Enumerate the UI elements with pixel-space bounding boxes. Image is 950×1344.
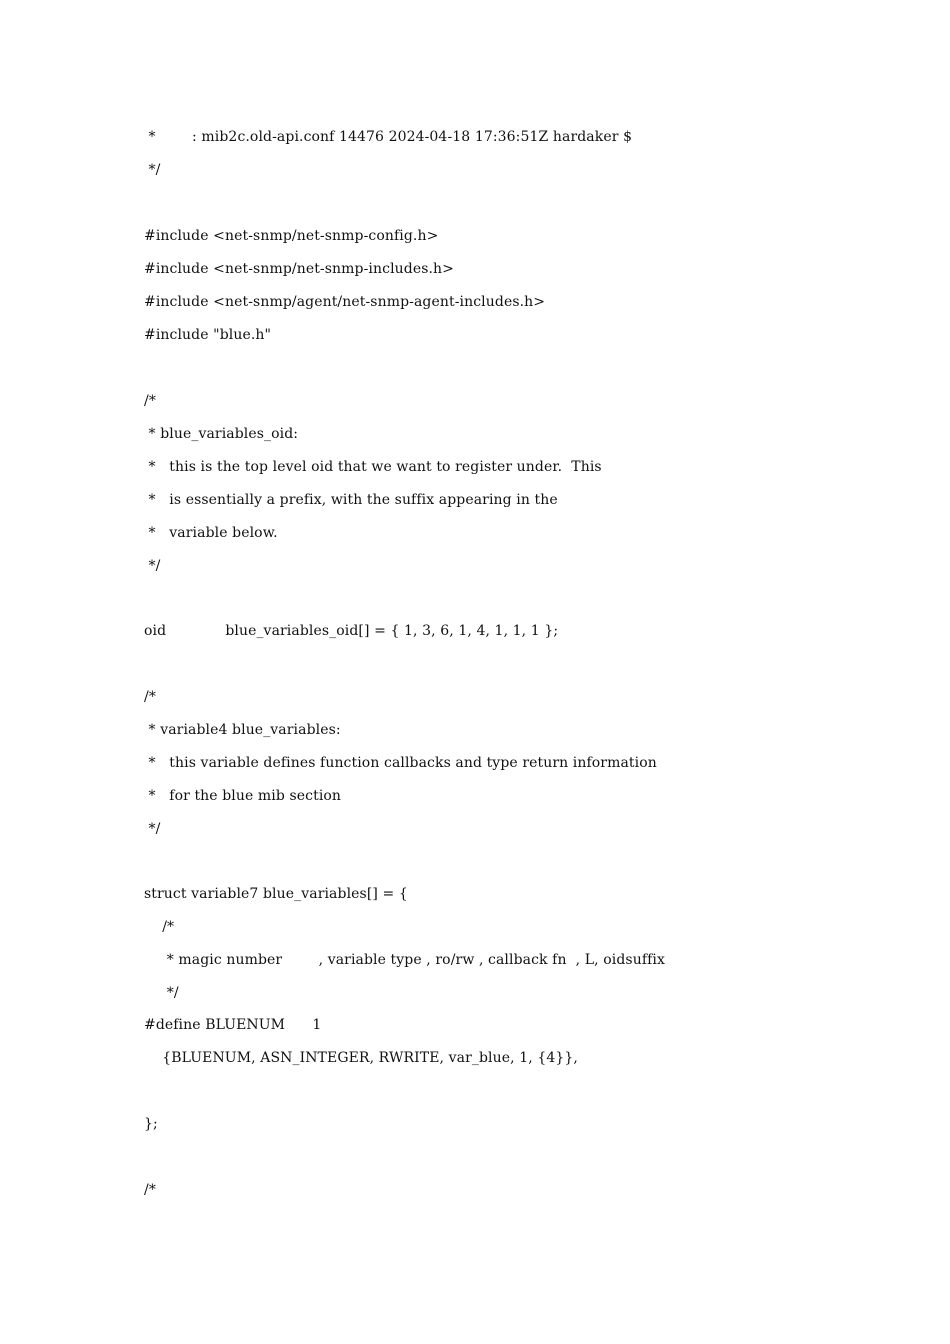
code-line: /*: [144, 1182, 156, 1198]
code-line: * blue_variables_oid:: [144, 426, 299, 442]
code-line: * : mib2c.old-api.conf 14476 2024-04-18 17:36:51Z hardaker $: [144, 129, 633, 145]
code-line: */: [144, 558, 161, 574]
code-line: {BLUENUM, ASN_INTEGER, RWRITE, var_blue, 1, {4}},: [144, 1050, 578, 1066]
code-line: */: [144, 985, 179, 1001]
code-line: * this variable defines function callbacks and type return information: [144, 755, 657, 771]
code-line: #define BLUENUM 1: [144, 1017, 322, 1033]
code-line: /*: [144, 689, 156, 705]
code-line: oid blue_variables_oid[] = { 1, 3, 6, 1, 4, 1, 1, 1 };: [144, 623, 559, 639]
code-line: */: [144, 162, 161, 178]
code-line: * is essentially a prefix, with the suffix appearing in the: [144, 492, 558, 508]
code-line: /*: [144, 919, 175, 935]
code-line: struct variable7 blue_variables[] = {: [144, 886, 408, 902]
code-line: #include <net-snmp/net-snmp-includes.h>: [144, 261, 454, 277]
code-line: * this is the top level oid that we want to register under. This: [144, 459, 602, 475]
code-line: /*: [144, 393, 156, 409]
code-line: * for the blue mib section: [144, 788, 342, 804]
code-line: * variable4 blue_variables:: [144, 722, 341, 738]
code-line: */: [144, 821, 161, 837]
code-line: #include <net-snmp/agent/net-snmp-agent-includes.h>: [144, 294, 546, 310]
code-line: };: [144, 1116, 158, 1132]
code-line: * magic number , variable type , ro/rw , callback fn , L, oidsuffix: [144, 952, 665, 968]
code-line: #include <net-snmp/net-snmp-config.h>: [144, 228, 439, 244]
code-line: #include "blue.h": [144, 327, 272, 343]
code-line: * variable below.: [144, 525, 278, 541]
